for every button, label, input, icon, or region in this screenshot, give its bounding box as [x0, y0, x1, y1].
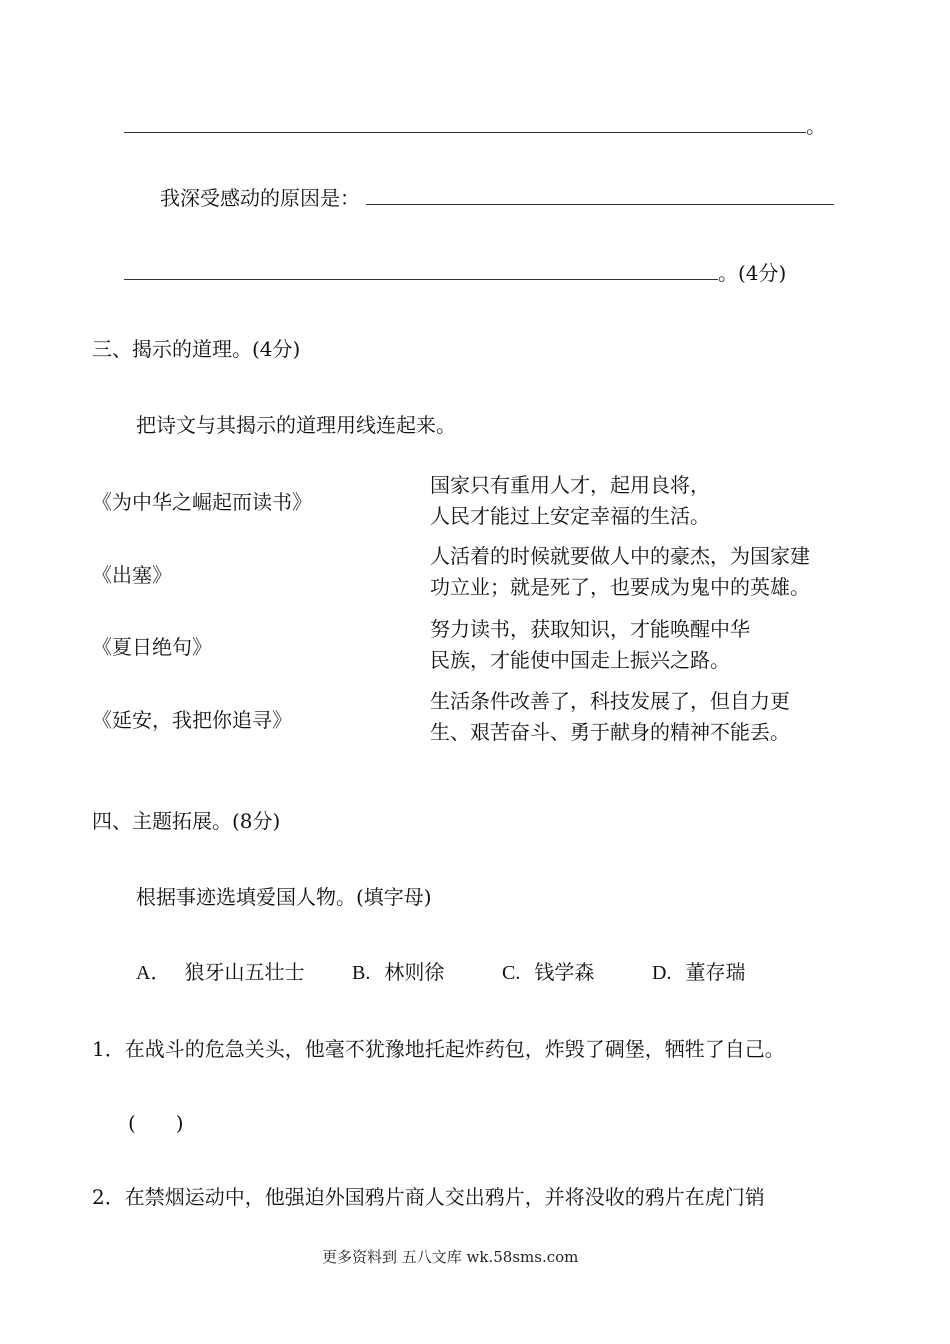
section-3-heading: 三、揭示的道理。(4分): [92, 337, 301, 361]
answer-line-1: 。: [124, 112, 826, 140]
meaning-item[interactable]: 努力读书，获取知识，才能唤醒中华 民族，才能使中国走上振兴之路。: [430, 617, 750, 672]
choice-b: B. 林则徐: [352, 960, 445, 984]
footer-text: 更多资料到 五八文库 wk.58sms.com: [322, 1248, 579, 1266]
meaning-item[interactable]: 生活条件改善了，科技发展了，但自力更 生、艰苦奋斗、勇于献身的精神不能丢。: [430, 689, 790, 744]
answer-line-3: 。(4分): [124, 259, 786, 287]
poem-title[interactable]: 《为中华之崛起而读书》: [92, 490, 312, 514]
blank-underline[interactable]: [124, 278, 718, 280]
choice-a: A． 狼牙山五壮士: [136, 960, 305, 984]
meaning-item[interactable]: 国家只有重用人才，起用良将， 人民才能过上安定幸福的生活。: [430, 473, 710, 528]
choice-c: C. 钱学森: [502, 960, 595, 984]
answer-line-2: [160, 184, 834, 212]
poem-title[interactable]: 《出塞》: [92, 563, 172, 587]
choice-d: D. 董存瑞: [652, 960, 746, 984]
meaning-item[interactable]: 人活着的时候就要做人中的豪杰，为国家建 功立业；就是死了，也要成为鬼中的英雄。: [430, 544, 810, 599]
poem-title[interactable]: 《夏日绝句》: [92, 635, 212, 659]
question-1: 1．在战斗的危急关头，他毫不犹豫地托起炸药包，炸毁了碉堡，牺牲了自己。: [92, 1037, 785, 1061]
section-3-instruction: 把诗文与其揭示的道理用线连起来。: [136, 413, 456, 437]
answer-parentheses[interactable]: ( ): [128, 1111, 184, 1135]
score: (4分): [738, 261, 787, 285]
question-2: 2．在禁烟运动中，他强迫外国鸦片商人交出鸦片，并将没收的鸦片在虎门销: [92, 1185, 765, 1209]
blank-underline[interactable]: [124, 131, 806, 133]
section-4-instruction: 根据事迹选填爱国人物。(填字母): [136, 885, 432, 909]
poem-title[interactable]: 《延安，我把你追寻》: [92, 708, 292, 732]
blank-underline[interactable]: [366, 203, 834, 205]
moved-reason-label: 我深受感动的原因是：: [160, 186, 360, 210]
section-4-heading: 四、主题拓展。(8分): [92, 809, 281, 833]
